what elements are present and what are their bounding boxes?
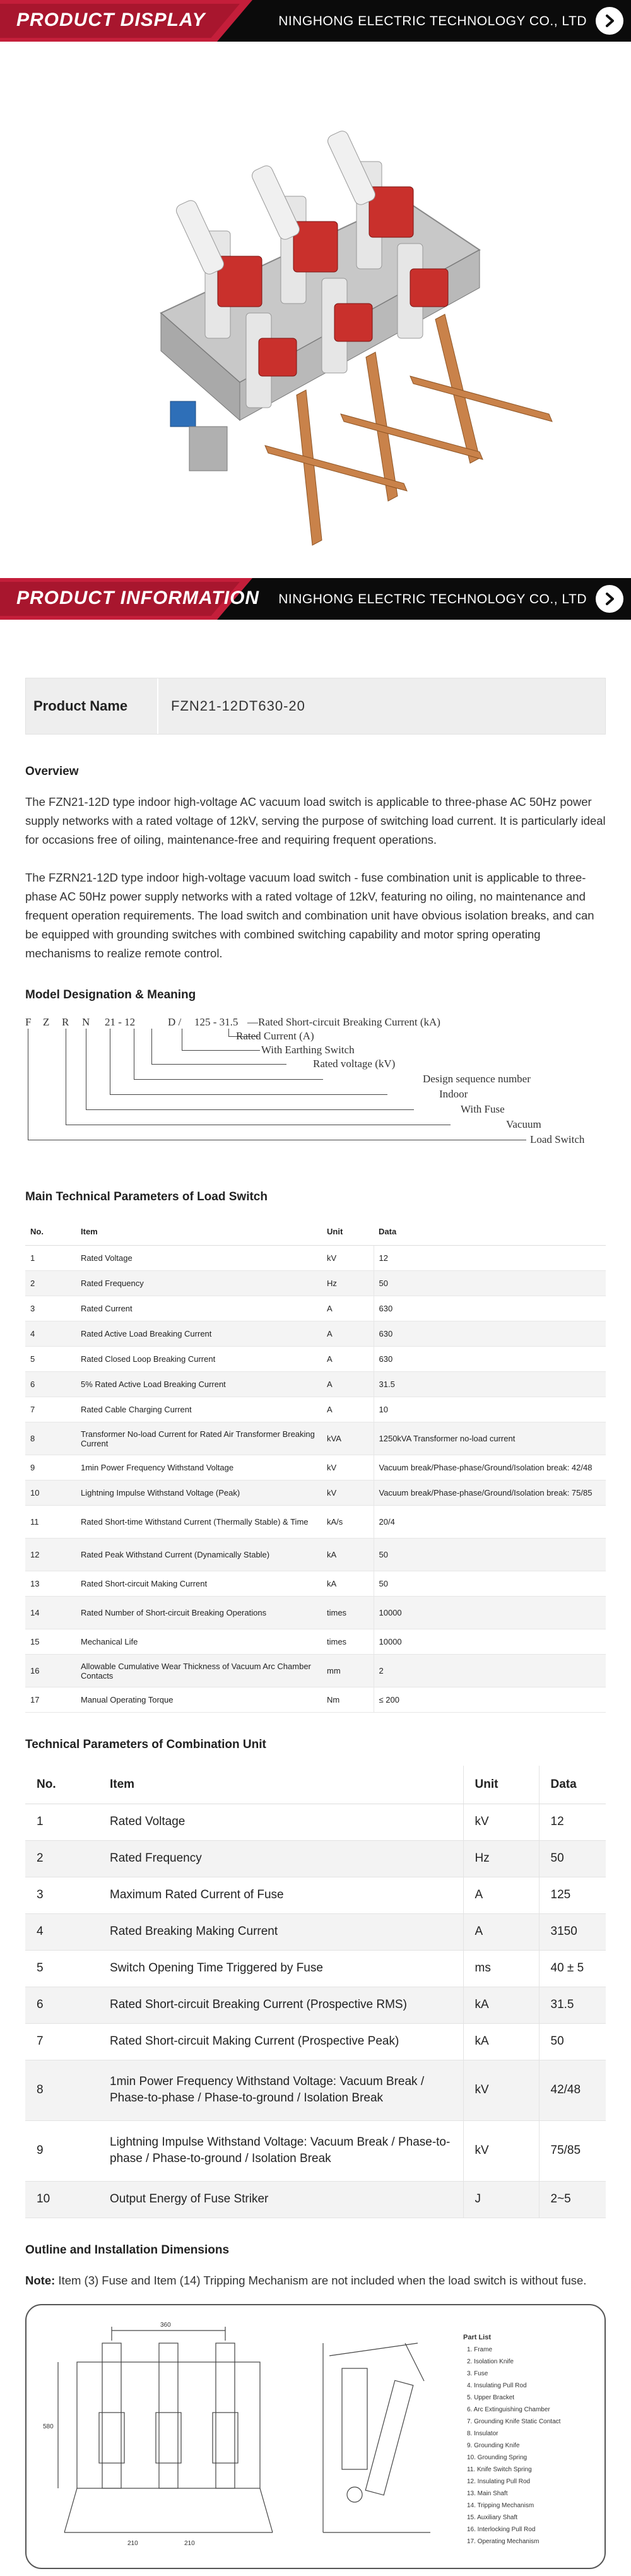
table-cell: Rated Short-circuit Breaking Current (Prospective RMS) (98, 1987, 463, 2023)
table-cell: 10 (25, 2181, 98, 2218)
dim-height-label: 580 (43, 2423, 54, 2430)
outline-note: Note: Item (3) Fuse and Item (14) Tripping Mechanism are not included when the load switch is without fuse. (25, 2273, 587, 2287)
table-header: No. (25, 1218, 76, 1246)
part-list-item: 17. Operating Mechanism (467, 2538, 540, 2545)
meaning-7: With Fuse (461, 1102, 505, 1115)
table-cell: 11 (25, 1506, 76, 1539)
table-row (25, 1597, 606, 1629)
table-row (25, 1480, 606, 1506)
table-cell: Rated Number of Short-circuit Breaking Operations (76, 1597, 322, 1629)
table-row (25, 1913, 606, 1950)
part-list-item: 10. Grounding Spring (467, 2454, 528, 2461)
table-cell: Transformer No-load Current for Rated Air Transformer Breaking Current (76, 1422, 322, 1455)
outline-drawing (25, 2304, 606, 2569)
table-cell: 16 (25, 1655, 76, 1687)
table-cell: times (322, 1629, 374, 1655)
table-row (25, 1655, 606, 1687)
table-cell: 7 (25, 1397, 76, 1422)
part-list-item: 2. Isolation Knife (467, 2358, 514, 2365)
meaning-6: Indoor (439, 1087, 468, 1100)
table-cell: Output Energy of Fuse Striker (98, 2181, 463, 2218)
table-row (25, 1539, 606, 1571)
table-cell: 10 (25, 1480, 76, 1506)
table-cell: J (463, 2181, 539, 2218)
model-code-r: R (62, 1015, 69, 1028)
table-cell: Allowable Cumulative Wear Thickness of Vacuum Arc Chamber Contacts (76, 1655, 322, 1687)
table-cell: 8 (25, 2060, 98, 2120)
meaning-2: Rated Current (A) (236, 1029, 314, 1042)
table-row (25, 2120, 606, 2181)
table-cell: kV (322, 1246, 374, 1271)
table-row (25, 1950, 606, 1987)
table-header: No. (25, 1766, 98, 1804)
table-row (25, 1629, 606, 1655)
table-header: Unit (463, 1766, 539, 1804)
product-display-banner (0, 0, 631, 42)
table-cell: 12 (539, 1804, 606, 1840)
table-cell: 50 (374, 1271, 606, 1296)
part-list: Part List 1. Frame 2. Isolation Knife 3. Fuse 4. Insulating Pull Rod 5. Upper Bracket 6. Arc Extinguishing Chamber 7. Grounding Knife Static Contact 8. Insulator 9. Grounding Knife 10. Grounding Spring 11. Knife Switch Spring 12. Insulating Pull Rod 13. Main Shaft 14. Tripping Mechanism 15. Auxiliary Shaft 16. Interlocking Pull Rod 17. Operating Mechanism (463, 2332, 560, 2548)
table-cell: 3150 (539, 1913, 606, 1950)
arrow-right-icon[interactable] (596, 7, 623, 35)
dim-pitch-label-1: 210 (127, 2539, 138, 2547)
banner-title: PRODUCT INFORMATION (16, 588, 260, 608)
table-row (25, 1321, 606, 1347)
overview-paragraph-2: The FZRN21-12D type indoor high-voltage vacuum load switch - fuse combination unit is applicable to three-phase AC 50Hz power supply networks with a rated voltage of 12kV, featuring no oiling, no maintenance and frequent operation requirements. The load switch and combination unit have obvious isolation breaks, and can be equipped with grounding switches with combined switching capability and motor spring operating mechanisms to realize remote control. (25, 870, 594, 960)
part-list-item: 3. Fuse (467, 2370, 488, 2377)
table-cell: 31.5 (539, 1987, 606, 2023)
table-cell: kA/s (322, 1506, 374, 1539)
table-row (25, 1397, 606, 1422)
arrow-right-icon[interactable] (596, 585, 623, 613)
table-cell: 50 (374, 1571, 606, 1597)
table-cell: 1min Power Frequency Withstand Voltage (76, 1455, 322, 1480)
table-cell: 3 (25, 1296, 76, 1321)
table-cell: kV (463, 2060, 539, 2120)
model-code-rating: 125 - 31.5 (194, 1015, 239, 1028)
load-switch-table-title: Main Technical Parameters of Load Switch (25, 1190, 268, 1203)
table-cell: 9 (25, 1455, 76, 1480)
meaning-8: Vacuum (506, 1118, 541, 1130)
table-row (25, 1347, 606, 1372)
part-list-item: 8. Insulator (467, 2430, 498, 2437)
table-cell: 7 (25, 2023, 98, 2060)
table-cell: 9 (25, 2120, 98, 2181)
table-cell: 6 (25, 1372, 76, 1397)
table-cell: 10000 (374, 1629, 606, 1655)
table-cell: A (322, 1347, 374, 1372)
product-name-value: FZN21-12DT630-20 (171, 698, 305, 714)
company-name: NINGHONG ELECTRIC TECHNOLOGY CO., LTD (278, 14, 587, 28)
table-cell: 6 (25, 1987, 98, 2023)
table-cell: ms (463, 1950, 539, 1987)
table-cell: A (322, 1296, 374, 1321)
table-cell: 10000 (374, 1597, 606, 1629)
table-cell: Rated Frequency (98, 1840, 463, 1877)
table-cell: 5 (25, 1950, 98, 1987)
table-cell: A (322, 1397, 374, 1422)
table-cell: 2 (25, 1271, 76, 1296)
table-row (25, 1804, 606, 1840)
table-row (25, 1687, 606, 1713)
table-cell: A (463, 1877, 539, 1913)
table-cell: Rated Cable Charging Current (76, 1397, 322, 1422)
table-cell: 125 (539, 1877, 606, 1913)
model-code-d: D / (168, 1015, 182, 1028)
table-header: Item (98, 1766, 463, 1804)
table-cell: Rated Voltage (98, 1804, 463, 1840)
table-cell: 13 (25, 1571, 76, 1597)
product-name-label: Product Name (26, 678, 158, 734)
table-cell: Hz (322, 1271, 374, 1296)
product-information-banner (0, 578, 631, 620)
model-designation-title: Model Designation & Meaning (25, 988, 196, 1001)
part-list-item: 13. Main Shaft (467, 2490, 508, 2497)
table-row (25, 1422, 606, 1455)
table-cell: 1 (25, 1246, 76, 1271)
table-cell: kA (322, 1571, 374, 1597)
table-cell: 50 (539, 2023, 606, 2060)
table-row (25, 1296, 606, 1321)
table-cell: 8 (25, 1422, 76, 1455)
part-list-item: 6. Arc Extinguishing Chamber (467, 2406, 550, 2413)
table-cell: 75/85 (539, 2120, 606, 2181)
model-designation-diagram (25, 1016, 606, 1167)
table-cell: Rated Short-circuit Making Current (76, 1571, 322, 1597)
table-cell: Rated Short-circuit Making Current (Prospective Peak) (98, 2023, 463, 2060)
table-row (25, 1987, 606, 2023)
table-cell: Lightning Impulse Withstand Voltage (Peak) (76, 1480, 322, 1506)
table-cell: mm (322, 1655, 374, 1687)
table-cell: Rated Current (76, 1296, 322, 1321)
meaning-1: —Rated Short-circuit Breaking Current (kA) (247, 1015, 440, 1028)
table-cell: 10 (374, 1397, 606, 1422)
table-cell: 2 (25, 1840, 98, 1877)
model-code-series: 21 - 12 (105, 1015, 136, 1028)
table-cell: 50 (539, 1840, 606, 1877)
table-cell: 20/4 (374, 1506, 606, 1539)
meaning-5: Design sequence number (423, 1072, 531, 1085)
table-cell: Nm (322, 1687, 374, 1713)
company-name: NINGHONG ELECTRIC TECHNOLOGY CO., LTD (278, 592, 587, 606)
table-cell: kV (463, 2120, 539, 2181)
dim-width-label: 360 (160, 2321, 171, 2329)
meaning-9: Load Switch (530, 1133, 585, 1145)
table-row (25, 1246, 606, 1271)
part-list-item: 11. Knife Switch Spring (467, 2466, 532, 2473)
table-header: Unit (322, 1218, 374, 1246)
table-cell: Vacuum break/Phase-phase/Ground/Isolation break: 75/85 (374, 1480, 606, 1506)
table-cell: A (463, 1913, 539, 1950)
outline-title: Outline and Installation Dimensions (25, 2243, 230, 2257)
model-code-f: F (25, 1015, 32, 1028)
table-cell: Mechanical Life (76, 1629, 322, 1655)
table-cell: Rated Frequency (76, 1271, 322, 1296)
table-cell: 17 (25, 1687, 76, 1713)
table-cell: kVA (322, 1422, 374, 1455)
table-cell: Hz (463, 1840, 539, 1877)
part-list-item: 9. Grounding Knife (467, 2442, 520, 2449)
part-list-item: 7. Grounding Knife Static Contact (467, 2418, 561, 2425)
table-cell: 630 (374, 1321, 606, 1347)
overview-title: Overview (25, 765, 79, 778)
meaning-4: Rated voltage (kV) (313, 1057, 396, 1070)
model-code-z: Z (43, 1015, 50, 1028)
table-row (25, 1840, 606, 1877)
table-header: Data (374, 1218, 606, 1246)
table-cell: 4 (25, 1321, 76, 1347)
table-cell: 12 (374, 1246, 606, 1271)
table-cell: 2~5 (539, 2181, 606, 2218)
table-cell: 40 ± 5 (539, 1950, 606, 1987)
table-cell: 4 (25, 1913, 98, 1950)
table-cell: kA (463, 2023, 539, 2060)
table-cell: 5% Rated Active Load Breaking Current (76, 1372, 322, 1397)
combination-unit-table-title: Technical Parameters of Combination Unit (25, 1738, 266, 1752)
table-cell: 630 (374, 1296, 606, 1321)
table-cell: kV (463, 1804, 539, 1840)
table-cell: 12 (25, 1539, 76, 1571)
table-cell: Rated Breaking Making Current (98, 1913, 463, 1950)
table-cell: A (322, 1372, 374, 1397)
table-cell: 42/48 (539, 2060, 606, 2120)
table-row (25, 1571, 606, 1597)
table-cell: Manual Operating Torque (76, 1687, 322, 1713)
part-list-item: 15. Auxiliary Shaft (467, 2514, 518, 2521)
table-row (25, 1877, 606, 1913)
table-cell: Rated Closed Loop Breaking Current (76, 1347, 322, 1372)
meaning-3: With Earthing Switch (261, 1043, 355, 1056)
table-cell: ≤ 200 (374, 1687, 606, 1713)
table-cell: 15 (25, 1629, 76, 1655)
table-cell: kV (322, 1480, 374, 1506)
table-row (25, 1372, 606, 1397)
part-list-item: 16. Interlocking Pull Rod (467, 2526, 536, 2533)
table-cell: kA (463, 1987, 539, 2023)
table-header: Item (76, 1218, 322, 1246)
table-row (25, 1271, 606, 1296)
table-cell: 14 (25, 1597, 76, 1629)
product-photo (0, 42, 631, 578)
table-header: Data (539, 1766, 606, 1804)
table-cell: kV (322, 1455, 374, 1480)
table-cell: Maximum Rated Current of Fuse (98, 1877, 463, 1913)
table-row (25, 1455, 606, 1480)
table-cell: times (322, 1597, 374, 1629)
part-list-item: 14. Tripping Mechanism (467, 2502, 534, 2509)
part-list-item: 12. Insulating Pull Rod (467, 2478, 531, 2485)
dim-pitch-label-2: 210 (184, 2539, 195, 2547)
product-name-row (25, 678, 606, 735)
table-cell: Rated Active Load Breaking Current (76, 1321, 322, 1347)
load-switch-parameters-table (25, 1218, 606, 1713)
table-cell: 31.5 (374, 1372, 606, 1397)
overview-paragraph-1: The FZN21-12D type indoor high-voltage AC vacuum load switch is applicable to three-phase AC 50Hz power supply networks with a rated voltage of 12kV, serving the purpose of switching load current. It is particularly ideal for occasions free of oiling, maintenance-free and requiring frequent operations. (25, 795, 606, 846)
table-cell: Vacuum break/Phase-phase/Ground/Isolation break: 42/48 (374, 1455, 606, 1480)
table-row (25, 1506, 606, 1539)
table-row (25, 2023, 606, 2060)
table-cell: Rated Voltage (76, 1246, 322, 1271)
table-cell: Rated Peak Withstand Current (Dynamically Stable) (76, 1539, 322, 1571)
table-cell: A (322, 1321, 374, 1347)
table-row (25, 2181, 606, 2218)
part-list-item: 4. Insulating Pull Rod (467, 2382, 527, 2389)
banner-title: PRODUCT DISPLAY (16, 9, 206, 30)
table-cell: kA (322, 1539, 374, 1571)
model-code-n: N (82, 1015, 90, 1028)
table-cell: Rated Short-time Withstand Current (Thermally Stable) & Time (76, 1506, 322, 1539)
table-cell: Lightning Impulse Withstand Voltage: Vacuum Break / Phase-to-phase / Phase-to-ground / Isolation Break (98, 2120, 463, 2181)
table-row (25, 2060, 606, 2120)
table-cell: 50 (374, 1539, 606, 1571)
table-cell: 2 (374, 1655, 606, 1687)
table-cell: 1min Power Frequency Withstand Voltage: Vacuum Break / Phase-to-phase / Phase-to-ground / Isolation Break (98, 2060, 463, 2120)
table-cell: 630 (374, 1347, 606, 1372)
table-cell: 1 (25, 1804, 98, 1840)
table-cell: Switch Opening Time Triggered by Fuse (98, 1950, 463, 1987)
table-cell: 1250kVA Transformer no-load current (374, 1422, 606, 1455)
combination-unit-parameters-table (25, 1766, 606, 2218)
table-cell: 3 (25, 1877, 98, 1913)
table-cell: 5 (25, 1347, 76, 1372)
part-list-item: 5. Upper Bracket (467, 2394, 515, 2401)
part-list-item: 1. Frame (467, 2346, 493, 2353)
